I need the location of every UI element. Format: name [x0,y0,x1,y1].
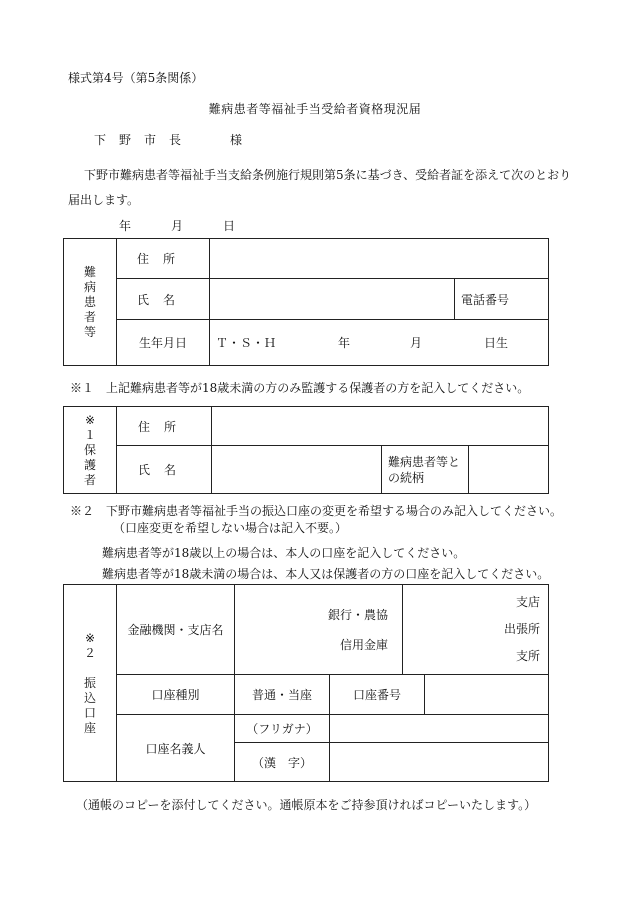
addressee [94,131,242,148]
account-holder-label: 口座名義人 [117,715,235,782]
date-month-label: 月 [171,219,184,233]
branch-type-3: 支所 [516,649,541,663]
furigana-label: （フリガナ） [235,715,330,743]
birth-month-label: 月 [410,336,423,350]
bank-type-1: 銀行・農協 [328,607,389,622]
patient-table [63,238,549,366]
patient-birth-label: 生年月日 [117,320,210,366]
bank-name-field[interactable] [235,585,403,675]
guardian-address-field[interactable] [212,407,549,446]
note-1: ※１ 上記難病患者等が18歳未満の方のみ監護する保護者の方を記入してください。 [70,381,530,395]
guardian-name-label: 氏名 [117,446,212,494]
birth-year-label: 年 [338,336,351,350]
kanji-label: （漢 字） [235,743,330,782]
patient-address-label: 住所 [117,239,210,279]
patient-phone-cell[interactable] [455,279,549,320]
date-line [119,217,235,234]
branch-type-2: 出張所 [504,622,541,636]
patient-name-field[interactable] [210,279,455,320]
account-type-field[interactable]: 普通・当座 [235,675,330,715]
date-year-label: 年 [119,219,132,233]
account-side-label: ※ ２ 振 込 口 座 [64,585,117,782]
form-number: 様式第4号（第5条関係） [68,71,204,85]
bank-type-2: 信用金庫 [340,637,389,652]
guardian-name-field[interactable] [212,446,382,494]
holder-furigana-field[interactable] [330,715,549,743]
guardian-table [63,406,549,494]
patient-phone-label: 電話番号 [461,292,510,307]
addressee-mayor: 下野市長 [94,133,195,147]
account-number-label: 口座番号 [330,675,425,715]
birth-day-label: 日生 [484,336,509,350]
guardian-address-label: 住所 [117,407,212,446]
note-2-line-4: 難病患者等が18歳未満の場合は、本人又は保護者の方の口座を記入してください。 [102,567,550,581]
birth-era: Ｔ・Ｓ・Ｈ [216,336,277,350]
footer-note: （通帳のコピーを添付してください。通帳原本をご持参頂ければコピーいたします。） [76,798,537,812]
account-type-label: 口座種別 [117,675,235,715]
patient-name-label: 氏名 [117,279,210,320]
note-2-line-3: 難病患者等が18歳以上の場合は、本人の口座を記入してください。 [102,546,466,560]
patient-birth-field[interactable] [210,320,549,366]
guardian-relation-label: 難病患者等と の続柄 [382,446,469,494]
note-2-line-1: ※２ 下野市難病患者等福祉手当の振込口座の変更を希望する場合のみ記入してください。 [70,504,563,518]
body-text-line-2: 届出します。 [68,193,140,207]
branch-type-1: 支店 [516,595,541,609]
note-2-line-2: （口座変更を希望しない場合は記入不要。） [113,521,348,535]
guardian-side-label: ※ １ 保 護 者 [64,407,117,494]
patient-side-label: 難 病 患 者 等 [64,239,117,366]
institution-label: 金融機関・支店名 [117,585,235,675]
account-table [63,584,549,782]
account-number-field[interactable] [425,675,549,715]
form-title: 難病患者等福祉手当受給者資格現況届 [208,102,422,116]
date-day-label: 日 [223,219,236,233]
body-text-line-1: 下野市難病患者等福祉手当支給条例施行規則第5条に基づき、受給者証を添えて次のとおり [84,168,572,182]
branch-name-field[interactable] [403,585,549,675]
holder-kanji-field[interactable] [330,743,549,782]
patient-address-field[interactable] [210,239,549,279]
guardian-relation-field[interactable] [469,446,549,494]
addressee-honorific: 様 [230,133,243,147]
